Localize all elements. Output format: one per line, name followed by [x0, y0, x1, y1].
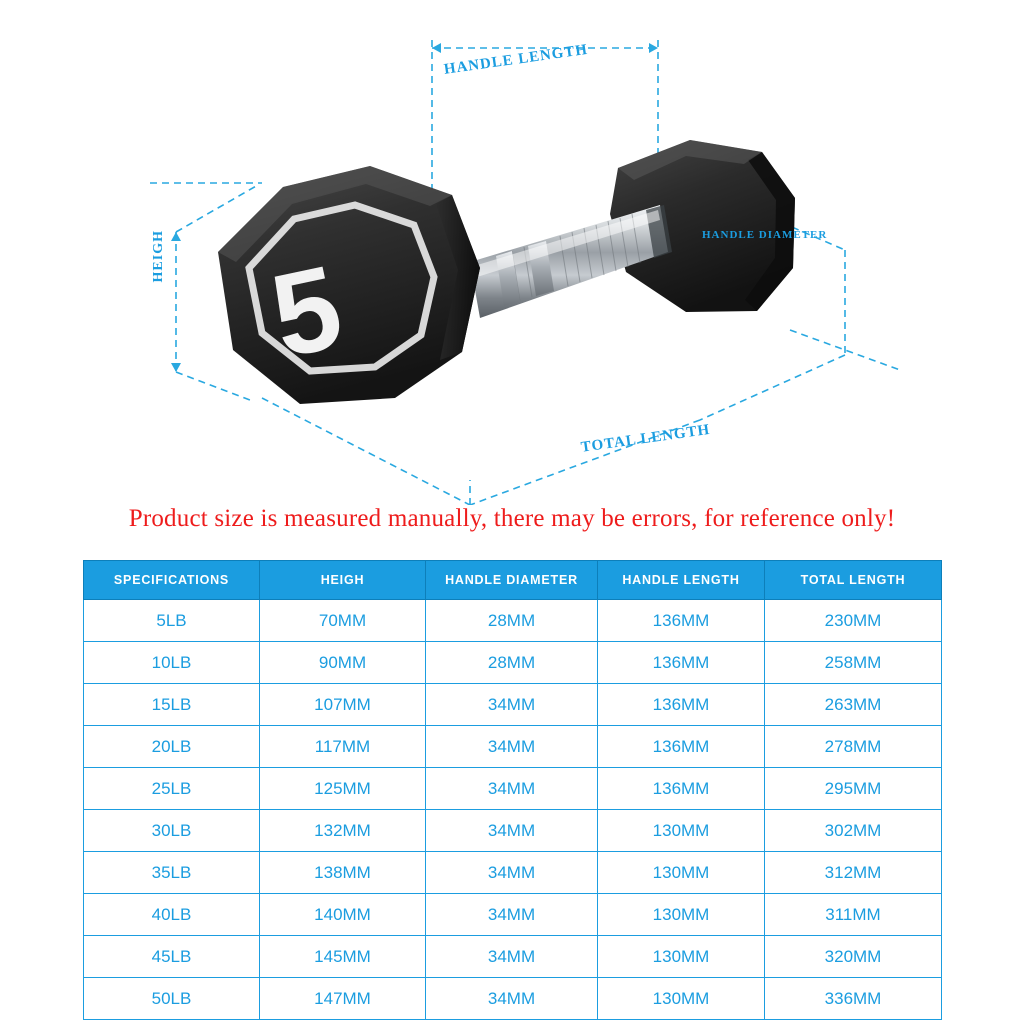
table-cell: 130MM: [598, 936, 765, 978]
table-cell: 136MM: [598, 726, 765, 768]
table-cell: 34MM: [426, 684, 598, 726]
table-cell: 90MM: [260, 642, 426, 684]
table-cell: 136MM: [598, 600, 765, 642]
table-cell: 10LB: [84, 642, 260, 684]
dumbbell-diagram: [0, 0, 1024, 505]
table-cell: 28MM: [426, 642, 598, 684]
table-row: [84, 642, 942, 684]
table-header-total-length: TOTAL LENGTH: [765, 561, 942, 600]
table-cell: 136MM: [598, 768, 765, 810]
table-cell: 263MM: [765, 684, 942, 726]
handle-diameter-label: HANDLE DIAMETER: [702, 229, 828, 241]
heigh-label: HEIGH: [151, 230, 166, 283]
table-cell: 278MM: [765, 726, 942, 768]
table-row: [84, 894, 942, 936]
table-cell: 230MM: [765, 600, 942, 642]
table-cell: 320MM: [765, 936, 942, 978]
table-cell: 125MM: [260, 768, 426, 810]
table-cell: 28MM: [426, 600, 598, 642]
table-row: [84, 768, 942, 810]
table-cell: 107MM: [260, 684, 426, 726]
table-cell: 130MM: [598, 852, 765, 894]
specifications-table: [83, 560, 941, 1020]
table-cell: 295MM: [765, 768, 942, 810]
table-cell: 117MM: [260, 726, 426, 768]
table-row: [84, 978, 942, 1020]
table-cell: 258MM: [765, 642, 942, 684]
table-header-handle-length: HANDLE LENGTH: [598, 561, 765, 600]
table-cell: 70MM: [260, 600, 426, 642]
table-header-specifications: SPECIFICATIONS: [84, 561, 260, 600]
handle-length-label: HANDLE LENGTH: [443, 41, 589, 78]
table-header-row: [84, 561, 942, 600]
table-row: [84, 726, 942, 768]
table-cell: 40LB: [84, 894, 260, 936]
table-header-handle-diameter: HANDLE DIAMETER: [426, 561, 598, 600]
table-row: [84, 684, 942, 726]
weight-marking: 5: [260, 240, 353, 384]
table-cell: 34MM: [426, 936, 598, 978]
table-cell: 138MM: [260, 852, 426, 894]
table-cell: 147MM: [260, 978, 426, 1020]
table-cell: 5LB: [84, 600, 260, 642]
table-cell: 130MM: [598, 978, 765, 1020]
table-row: [84, 810, 942, 852]
table-cell: 34MM: [426, 768, 598, 810]
table-cell: 34MM: [426, 810, 598, 852]
table-cell: 140MM: [260, 894, 426, 936]
table-cell: 15LB: [84, 684, 260, 726]
table-row: [84, 600, 942, 642]
table-cell: 145MM: [260, 936, 426, 978]
table-cell: 45LB: [84, 936, 260, 978]
table-cell: 35LB: [84, 852, 260, 894]
table-cell: 20LB: [84, 726, 260, 768]
table-cell: 34MM: [426, 894, 598, 936]
table-cell: 312MM: [765, 852, 942, 894]
table-row: [84, 852, 942, 894]
table-cell: 311MM: [765, 894, 942, 936]
total-length-label: TOTAL LENGTH: [580, 421, 712, 456]
table-cell: 34MM: [426, 852, 598, 894]
table-cell: 34MM: [426, 978, 598, 1020]
dumbbell-left-head: [218, 166, 480, 404]
table-cell: 34MM: [426, 726, 598, 768]
table-cell: 50LB: [84, 978, 260, 1020]
table-cell: 130MM: [598, 894, 765, 936]
table-cell: 132MM: [260, 810, 426, 852]
table-cell: 136MM: [598, 642, 765, 684]
table-cell: 130MM: [598, 810, 765, 852]
table-row: [84, 936, 942, 978]
table-cell: 136MM: [598, 684, 765, 726]
table-header-heigh: HEIGH: [260, 561, 426, 600]
table-cell: 25LB: [84, 768, 260, 810]
measurement-notice: Product size is measured manually, there may be errors, for reference only!: [128, 505, 896, 532]
table-cell: 336MM: [765, 978, 942, 1020]
table-cell: 30LB: [84, 810, 260, 852]
table-cell: 302MM: [765, 810, 942, 852]
